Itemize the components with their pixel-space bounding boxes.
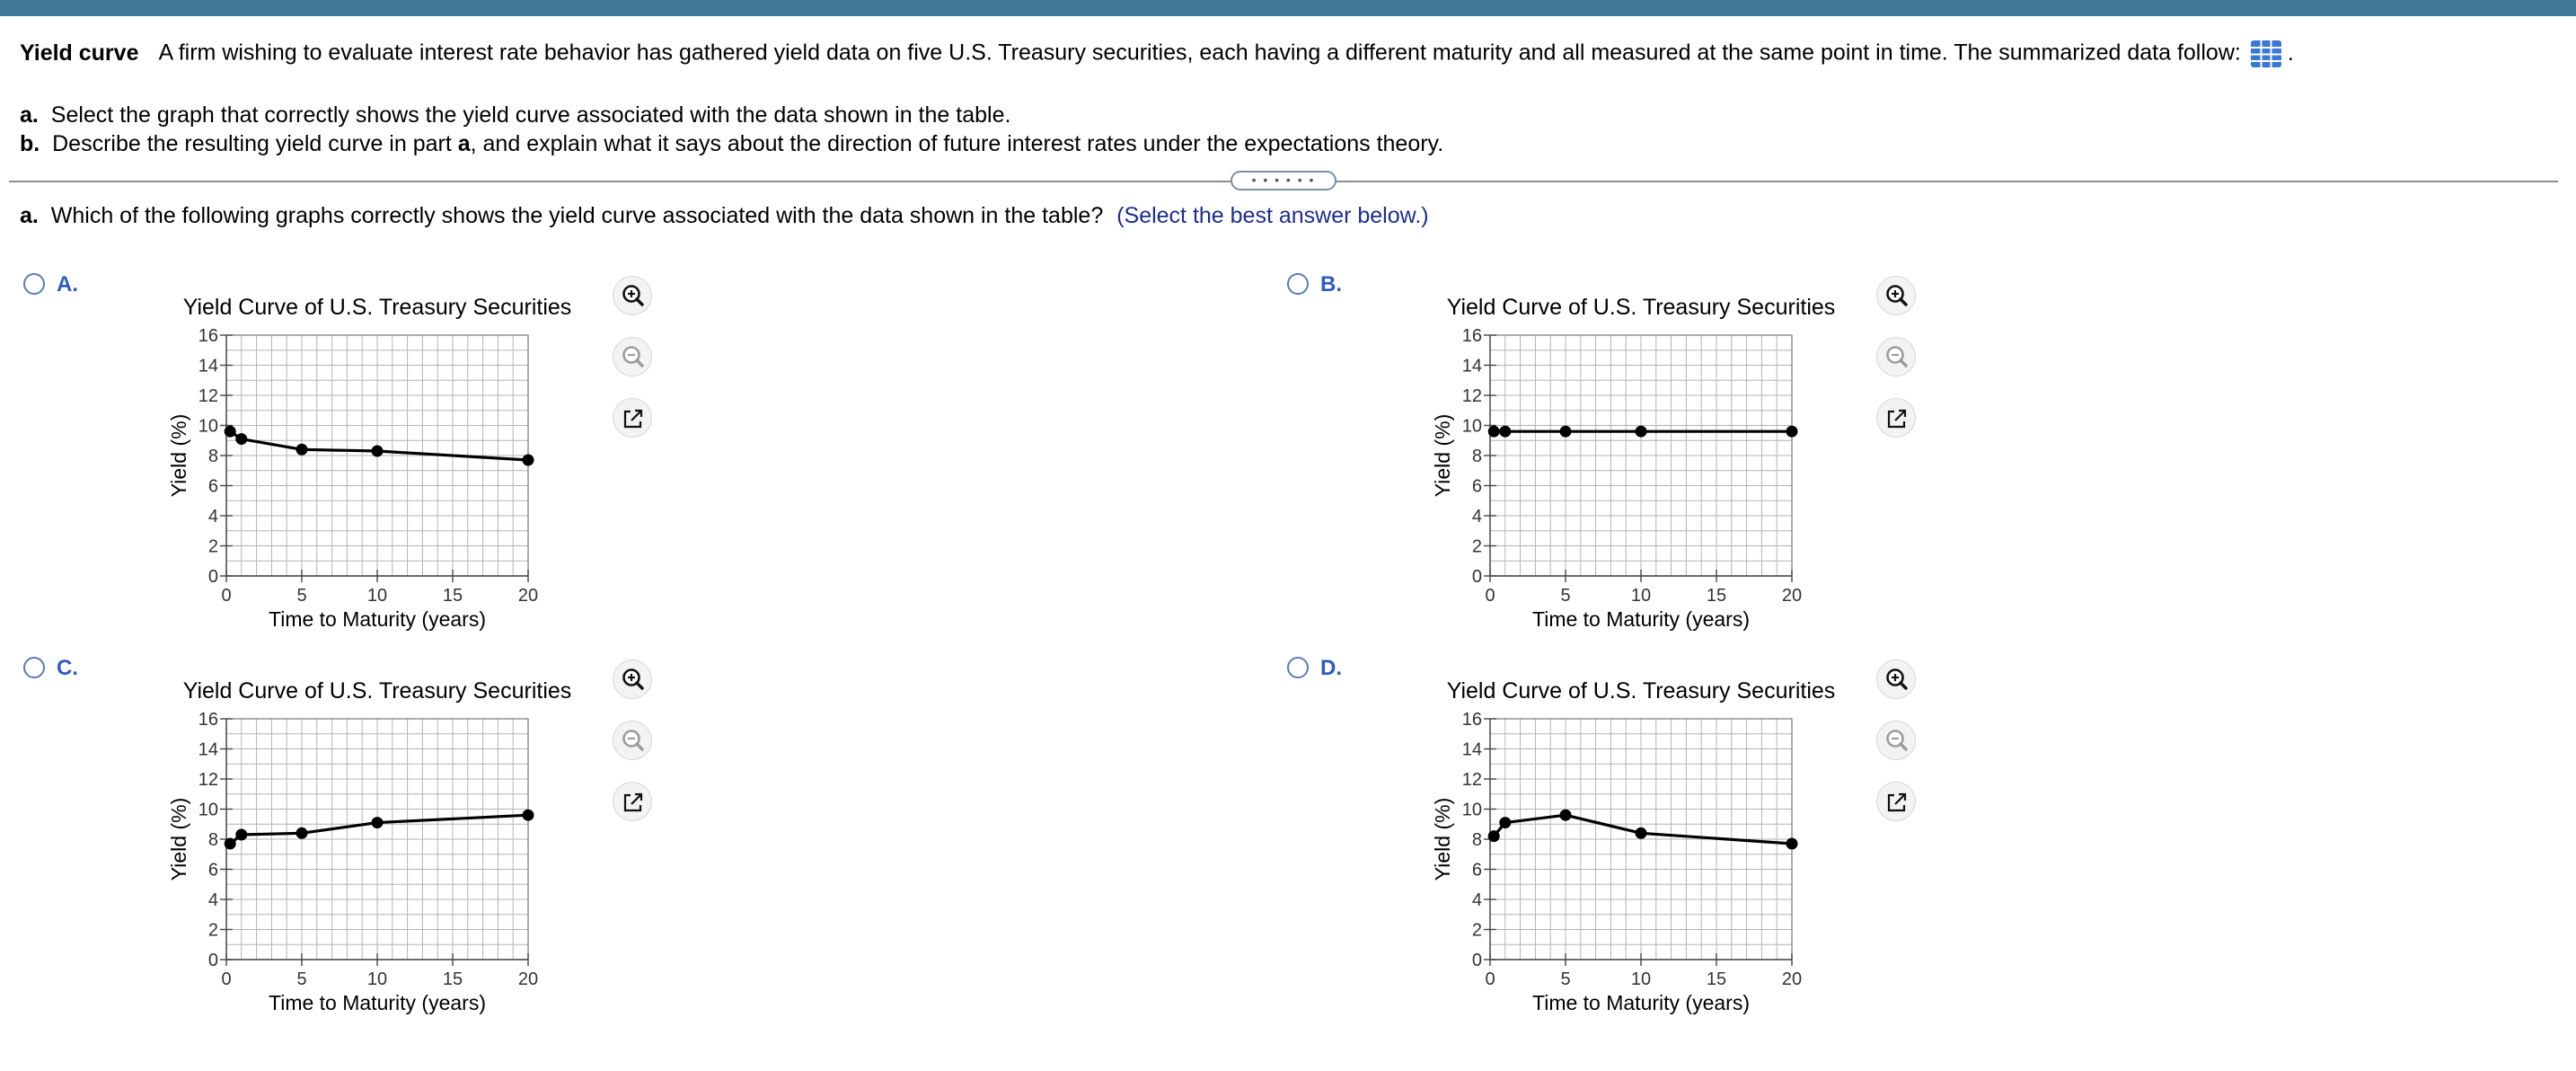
option-a-letter: A.: [57, 272, 78, 297]
y-tick-label: 14: [198, 739, 218, 760]
y-tick-label: 4: [1471, 507, 1482, 527]
intro-trailing: .: [2287, 40, 2294, 66]
option-c-zoom-in-button[interactable]: [613, 659, 652, 699]
x-tick-label: 10: [1630, 586, 1652, 606]
intro-text: A firm wishing to evaluate interest rate behavior has gathered yield data on five U.S. Treasury securities, each having a different maturity and all measured at the same point in time. The summarized data follow:: [158, 40, 2241, 66]
zoom-out-icon: [1877, 721, 1917, 761]
table-grid-icon[interactable]: [2250, 40, 2282, 68]
zoom-in-icon: [613, 660, 653, 700]
y-tick-label: 14: [1461, 739, 1482, 760]
y-tick-label: 14: [198, 356, 218, 376]
option-b-zoom-in-button[interactable]: [1876, 276, 1916, 315]
pop-out-icon: [613, 399, 653, 438]
x-tick-label: 20: [1781, 586, 1803, 606]
data-point: [1786, 838, 1798, 850]
y-axis-label: Yield (%): [167, 797, 190, 881]
x-tick-label: 10: [366, 969, 388, 989]
option-c-letter: C.: [57, 656, 78, 680]
x-tick-label: 15: [442, 586, 463, 606]
x-tick-label: 0: [1485, 586, 1495, 606]
chart-title: Yield Curve of U.S. Treasury Securities: [182, 678, 572, 704]
zoom-out-icon: [613, 338, 653, 377]
part-a-text: Select the graph that correctly shows the yield curve associated with the data shown in the table.: [50, 102, 1011, 128]
zoom-in-icon: [1877, 277, 1917, 316]
x-axis-label: Time to Maturity (years): [1532, 991, 1750, 1014]
y-tick-label: 2: [207, 920, 218, 941]
chart-grid: [226, 719, 528, 960]
data-point: [1636, 426, 1647, 438]
x-tick-label: 5: [296, 969, 307, 989]
option-b-radio[interactable]: [1287, 273, 1309, 295]
data-point: [372, 445, 384, 456]
y-tick-label: 10: [1461, 800, 1482, 820]
option-d-letter: D.: [1320, 656, 1342, 680]
divider-handle[interactable]: • • • • • •: [1231, 171, 1337, 190]
question-hint: (Select the best answer below.): [1116, 203, 1429, 228]
chart-title: Yield Curve of U.S. Treasury Securities: [1446, 295, 1836, 320]
option-a-popout-button[interactable]: [613, 398, 652, 438]
zoom-in-icon: [1877, 660, 1917, 700]
data-point: [296, 828, 308, 839]
data-point: [1488, 830, 1500, 842]
data-point: [1560, 426, 1572, 438]
x-tick-label: 15: [1706, 969, 1727, 989]
chart-c: [135, 669, 584, 1020]
x-tick-label: 0: [221, 969, 232, 989]
x-tick-label: 5: [1560, 969, 1571, 989]
chart-b: [1398, 286, 1848, 636]
part-b-text-after: , and explain what it says about the direction of future interest rates under the expectations theory.: [470, 131, 1444, 156]
y-tick-label: 0: [207, 567, 218, 587]
y-tick-label: 2: [207, 536, 218, 557]
y-tick-label: 0: [207, 951, 218, 970]
data-point: [235, 828, 247, 840]
data-point: [523, 455, 534, 466]
y-tick-label: 4: [1471, 890, 1482, 910]
intro-paragraph: [20, 40, 2294, 68]
chart-grid: [1490, 335, 1792, 576]
data-point: [1499, 817, 1511, 828]
chart-title: Yield Curve of U.S. Treasury Securities: [182, 295, 572, 320]
data-point: [523, 810, 534, 821]
y-tick-label: 12: [198, 770, 218, 790]
question-label: a.: [20, 203, 39, 228]
part-b-letter: b.: [20, 131, 40, 156]
y-tick-label: 16: [1461, 326, 1482, 346]
x-tick-label: 20: [517, 586, 539, 606]
option-b-letter: B.: [1320, 272, 1342, 297]
chart-a: [135, 286, 584, 636]
y-tick-label: 10: [198, 800, 218, 820]
x-axis-label: Time to Maturity (years): [269, 991, 486, 1014]
chart-d: [1398, 669, 1848, 1020]
zoom-out-icon: [1877, 338, 1917, 377]
y-tick-label: 6: [1471, 860, 1482, 881]
option-c-popout-button[interactable]: [613, 782, 652, 821]
x-axis-label: Time to Maturity (years): [269, 607, 486, 631]
option-c-radio[interactable]: [23, 657, 45, 678]
data-point: [1636, 828, 1647, 839]
option-b-zoom-out-button[interactable]: [1876, 337, 1916, 376]
option-d-radio[interactable]: [1287, 657, 1309, 678]
part-b-bold: a: [457, 131, 471, 156]
y-tick-label: 8: [207, 447, 218, 466]
y-tick-label: 0: [1471, 951, 1482, 970]
y-tick-label: 6: [207, 476, 218, 497]
y-tick-label: 14: [1461, 356, 1482, 376]
y-tick-label: 4: [207, 890, 218, 910]
data-point: [1499, 426, 1511, 438]
y-axis-label: Yield (%): [167, 413, 190, 498]
y-tick-label: 8: [1471, 830, 1482, 850]
option-a-zoom-in-button[interactable]: [613, 276, 652, 315]
y-tick-label: 10: [198, 416, 218, 437]
y-tick-label: 8: [207, 830, 218, 850]
y-tick-label: 10: [1461, 416, 1482, 437]
part-b-text-before: Describe the resulting yield curve in part: [52, 131, 458, 156]
part-a: [20, 102, 1010, 128]
y-tick-label: 12: [198, 386, 218, 406]
x-tick-label: 5: [296, 586, 307, 606]
y-tick-label: 2: [1471, 536, 1482, 557]
part-a-letter: a.: [20, 102, 39, 128]
option-b-popout-button[interactable]: [1876, 398, 1916, 438]
zoom-out-icon: [613, 721, 653, 761]
chart-title: Yield Curve of U.S. Treasury Securities: [1446, 678, 1836, 704]
option-a-radio[interactable]: [23, 273, 45, 295]
x-tick-label: 20: [1781, 969, 1803, 989]
y-axis-label: Yield (%): [1431, 413, 1454, 498]
y-tick-label: 2: [1471, 920, 1482, 941]
x-tick-label: 10: [366, 586, 388, 606]
option-d-zoom-in-button[interactable]: [1876, 659, 1916, 699]
option-a-zoom-out-button[interactable]: [613, 337, 652, 376]
y-tick-label: 4: [207, 507, 218, 527]
question-a: [20, 203, 1429, 229]
data-point: [225, 426, 236, 438]
x-axis-label: Time to Maturity (years): [1532, 607, 1750, 631]
y-tick-label: 0: [1471, 567, 1482, 587]
data-point: [372, 817, 384, 828]
y-tick-label: 8: [1471, 447, 1482, 466]
y-tick-label: 16: [1461, 710, 1482, 730]
part-b: [20, 131, 1443, 157]
question-text: Which of the following graphs correctly shows the yield curve associated with the data shown in the table?: [50, 203, 1104, 228]
x-tick-label: 0: [1485, 969, 1495, 989]
data-point: [1560, 810, 1572, 821]
pop-out-icon: [613, 783, 653, 822]
pop-out-icon: [1877, 783, 1917, 822]
y-tick-label: 16: [198, 710, 218, 730]
x-tick-label: 20: [517, 969, 539, 989]
y-tick-label: 12: [1461, 770, 1482, 790]
x-tick-label: 0: [221, 586, 232, 606]
option-d-zoom-out-button[interactable]: [1876, 721, 1916, 760]
top-banner: [0, 0, 2576, 16]
x-tick-label: 5: [1560, 586, 1571, 606]
pop-out-icon: [1877, 399, 1917, 438]
y-tick-label: 12: [1461, 386, 1482, 406]
y-tick-label: 6: [1471, 476, 1482, 497]
data-point: [1488, 426, 1500, 438]
zoom-in-icon: [613, 277, 653, 316]
y-tick-label: 16: [198, 326, 218, 346]
y-tick-label: 6: [207, 860, 218, 881]
intro-term: Yield curve: [20, 40, 139, 66]
option-d-popout-button[interactable]: [1876, 782, 1916, 821]
data-point: [235, 433, 247, 445]
y-axis-label: Yield (%): [1431, 797, 1454, 881]
data-point: [225, 838, 236, 850]
x-tick-label: 15: [1706, 586, 1727, 606]
x-tick-label: 10: [1630, 969, 1652, 989]
data-point: [296, 444, 308, 456]
data-point: [1786, 426, 1798, 438]
x-tick-label: 15: [442, 969, 463, 989]
option-c-zoom-out-button[interactable]: [613, 721, 652, 760]
